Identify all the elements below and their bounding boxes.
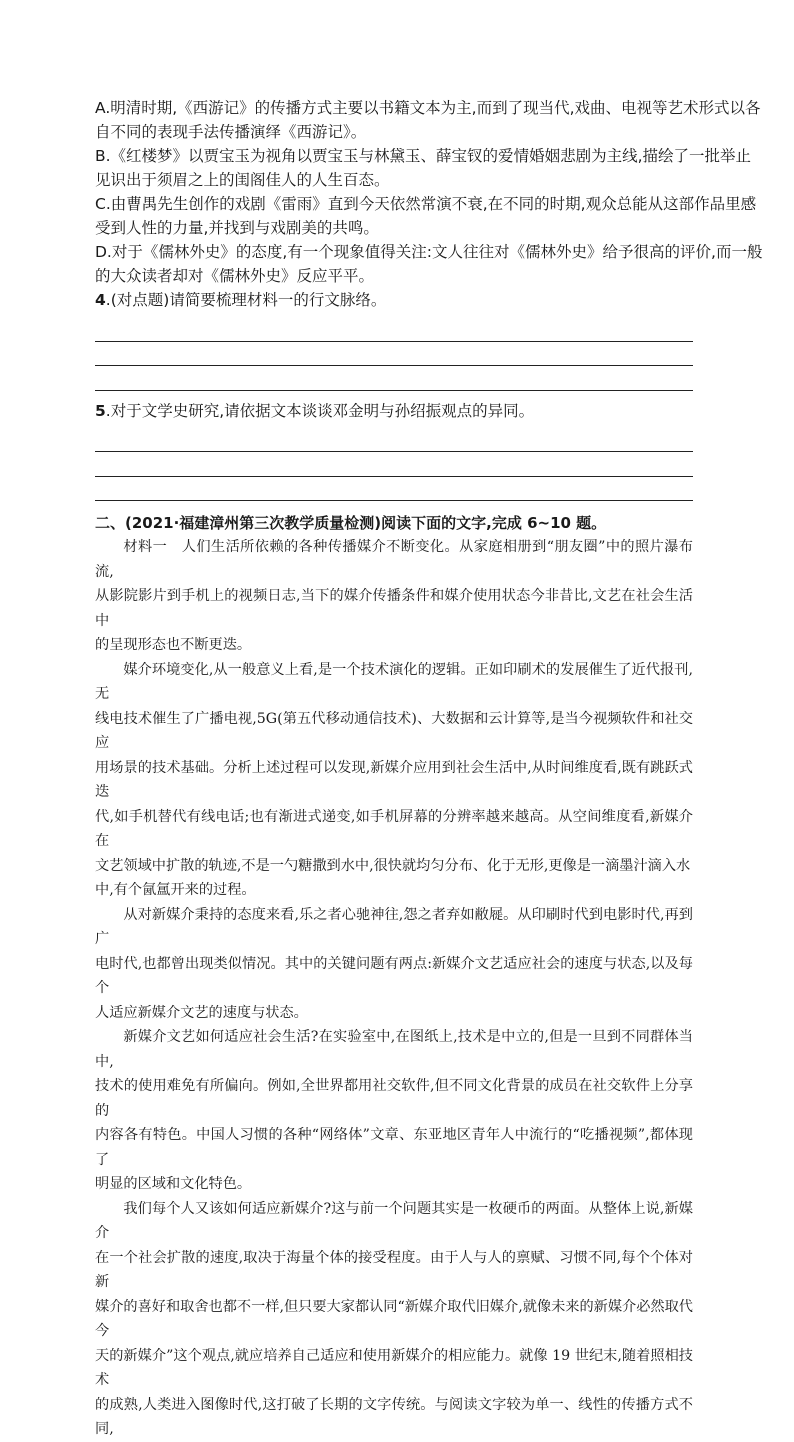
text-line: 电时代,也都曾出现类似情况。其中的关键问题有两点:新媒介文艺适应社会的速度与状态,以及每个 (95, 955, 693, 996)
option-b-line-1: B.《红楼梦》以贾宝玉为视角以贾宝玉与林黛玉、薛宝钗的爱情婚姻悲剧为主线,描绘了一批举止 (95, 147, 751, 165)
text-line: 人适应新媒介文艺的速度与状态。 (95, 1004, 308, 1021)
text-line: 从影院影片到手机上的视频日志,当下的媒介传播条件和媒介使用状态今非昔比,文艺在社会生活中 (95, 588, 693, 629)
text-line: 从对新媒介秉持的态度来看,乐之者心驰神往,怨之者弃如敝屣。从印刷时代到电影时代,再到广 (95, 906, 693, 947)
answer-line[interactable] (95, 317, 693, 342)
answer-line[interactable] (95, 428, 693, 453)
paragraph-5 (95, 1197, 693, 1442)
question-4-number: 4 (95, 291, 106, 309)
text-line: 代,如手机替代有线电话;也有渐进式递变,如手机屏幕的分辨率越来越高。从空间维度看,新媒介在 (95, 808, 693, 849)
question-4 (95, 288, 693, 312)
paragraph-4 (95, 1025, 693, 1197)
question-4-text: .(对点题)请简要梳理材料一的行文脉络。 (105, 291, 387, 309)
text-line: 天的新媒介”这个观点,就应培养自己适应和使用新媒介的相应能力。就像 19 世纪末,随着照相技术 (95, 1347, 693, 1388)
paragraph-3 (95, 903, 693, 1026)
text-line: 内容各有特色。中国人习惯的各种“网络体”文章、东亚地区青年人中流行的“吃播视频”,都体现了 (95, 1127, 693, 1168)
option-c-line-2: 受到人性的力量,并找到与戏剧美的共鸣。 (95, 219, 379, 237)
section-2-title: 二、(2021·福建漳州第三次教学质量检测)阅读下面的文字,完成 6~10 题。 (95, 514, 607, 532)
option-a-line-2: 自不同的表现手法传播演绎《西游记》。 (95, 123, 367, 141)
text-line: 的成熟,人类进入图像时代,这打破了长期的文字传统。与阅读文字较为单一、线性的传播方式不同, (95, 1396, 693, 1437)
text-line: 用场景的技术基础。分析上述过程可以发现,新媒介应用到社会生活中,从时间维度看,既有跳跃式迭 (95, 759, 693, 800)
text-line: 在一个社会扩散的速度,取决于海量个体的接受程度。由于人与人的禀赋、习惯不同,每个个体对新 (95, 1249, 693, 1290)
text-line: 媒介的喜好和取舍也都不一样,但只要大家都认同“新媒介取代旧媒介,就像未来的新媒介必然取代今 (95, 1298, 693, 1339)
question-5-answer-area[interactable] (95, 428, 693, 502)
option-c-line-1: C.由曹禺先生创作的戏剧《雷雨》直到今天依然常演不衰,在不同的时期,观众总能从这部作品里感 (95, 195, 757, 213)
answer-options (95, 96, 763, 288)
option-b-line-2: 见识出于须眉之上的闺阁佳人的人生百态。 (95, 171, 390, 189)
answer-line[interactable] (95, 452, 693, 477)
paragraph-2 (95, 658, 693, 903)
text-line: 线电技术催生了广播电视,5G(第五代移动通信技术)、大数据和云计算等,是当今视频软件和社交应 (95, 710, 693, 751)
answer-line[interactable] (95, 342, 693, 367)
question-5 (95, 399, 693, 423)
question-4-answer-area[interactable] (95, 317, 693, 391)
page-content (95, 96, 763, 1442)
text-line: 文艺领域中扩散的轨迹,不是一勺糖撒到水中,很快就均匀分布、化于无形,更像是一滴墨汁滴入水 (95, 857, 691, 874)
question-5-number: 5 (95, 401, 106, 420)
text-line: 技术的使用难免有所偏向。例如,全世界都用社交软件,但不同文化背景的成员在社交软件上分享的 (95, 1078, 693, 1119)
paragraph-1 (95, 535, 693, 658)
option-d-line-2: 的大众读者却对《儒林外史》反应平平。 (95, 267, 375, 285)
question-5-text: .对于文学史研究,请依据文本谈谈邓金明与孙绍振观点的异同。 (105, 401, 535, 420)
text-line: 媒介环境变化,从一般意义上看,是一个技术演化的逻辑。正如印刷术的发展催生了近代报刊,无 (95, 661, 693, 702)
option-d-line-1: D.对于《儒林外史》的态度,有一个现象值得关注:文人往往对《儒林外史》给予很高的评价,而一般 (95, 243, 763, 261)
text-line: 的呈现形态也不断更迭。 (95, 637, 252, 653)
text-line: 我们每个人又该如何适应新媒介?这与前一个问题其实是一枚硬币的两面。从整体上说,新媒介 (95, 1200, 693, 1241)
answer-line[interactable] (95, 366, 693, 391)
text-line: 材料一 人们生活所依赖的各种传播媒介不断变化。从家庭相册到“朋友圈”中的照片瀑布流, (95, 539, 693, 580)
text-line: 中,有个氤氲开来的过程。 (95, 882, 256, 898)
option-a-line-1: A.明清时期,《西游记》的传播方式主要以书籍文本为主,而到了现当代,戏曲、电视等艺术形式以各 (95, 99, 761, 117)
material-one-passage (95, 535, 693, 1442)
answer-line[interactable] (95, 477, 693, 502)
text-line: 新媒介文艺如何适应社会生活?在实验室中,在图纸上,技术是中立的,但是一旦到不同群体当中, (95, 1029, 693, 1070)
text-line: 明显的区域和文化特色。 (95, 1176, 252, 1192)
